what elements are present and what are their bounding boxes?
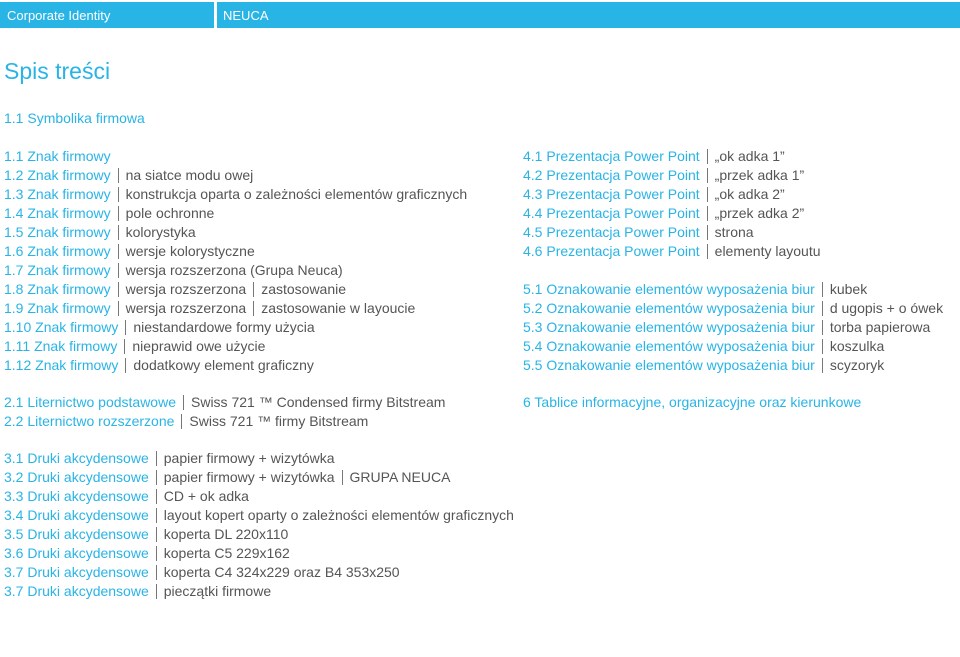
toc-entry: 3.7 Druki akcydensowe koperta C4 324x229 oraz B4 353x250 [4, 564, 400, 580]
toc-entry: 1.8 Znak firmowy wersja rozszerzona zastosowanie [4, 281, 347, 297]
toc-entry: 1.10 Znak firmowy niestandardowe formy użycia [4, 319, 315, 335]
toc-entry: 5.2 Oznakowanie elementów wyposażenia biur d ugopis + o ówek [523, 300, 944, 316]
page-title: Spis treści [4, 58, 111, 84]
toc-entry: 1.6 Znak firmowy wersje kolorystyczne [4, 243, 255, 259]
toc-entry: 1.3 Znak firmowy konstrukcja oparta o zależności elementów graficznych [4, 186, 468, 202]
toc-entry: 5.1 Oznakowanie elementów wyposażenia biur kubek [523, 281, 868, 297]
tab-corporate-identity[interactable] [0, 2, 214, 28]
toc-entry: 5.5 Oznakowanie elementów wyposażenia biur scyzoryk [523, 357, 885, 373]
toc-entry: 5.3 Oznakowanie elementów wyposażenia biur torba papierowa [523, 319, 931, 335]
toc-entry: 6 Tablice informacyjne, organizacyjne oraz kierunkowe [523, 394, 862, 410]
toc-entry: 3.5 Druki akcydensowe koperta DL 220x110 [4, 526, 289, 542]
toc-entry: 3.3 Druki akcydensowe CD + ok adka [4, 488, 249, 504]
tab-neuca-label: NEUCA [223, 8, 269, 23]
tab-corporate-identity-label: Corporate Identity [7, 8, 111, 23]
toc-entry: 4.6 Prezentacja Power Point elementy layoutu [523, 243, 821, 259]
toc-entry: 4.1 Prezentacja Power Point „ok adka 1” [523, 148, 785, 164]
toc-entry: 4.3 Prezentacja Power Point „ok adka 2” [523, 186, 785, 202]
toc-entry: 4.4 Prezentacja Power Point „przek adka 2” [523, 205, 805, 221]
toc-entry: 3.6 Druki akcydensowe koperta C5 229x162 [4, 545, 290, 561]
toc-entry: 1.9 Znak firmowy wersja rozszerzona zastosowanie w layoucie [4, 300, 416, 316]
toc-entry: 1.1 Znak firmowy [4, 148, 111, 164]
tab-neuca[interactable] [217, 2, 960, 28]
toc-entry: 3.7 Druki akcydensowe pieczątki firmowe [4, 583, 272, 599]
toc-entry: 3.4 Druki akcydensowe layout kopert oparty o zależności elementów graficznych [4, 507, 514, 523]
toc-entry: 1.5 Znak firmowy kolorystyka [4, 224, 196, 240]
header-bar [0, 0, 960, 30]
toc-entry: 3.2 Druki akcydensowe papier firmowy + wizytówka GRUPA NEUCA [4, 469, 451, 485]
toc-entry: 4.2 Prezentacja Power Point „przek adka 1” [523, 167, 805, 183]
toc-entry: 4.5 Prezentacja Power Point strona [523, 224, 754, 240]
toc-entry: 1.4 Znak firmowy pole ochronne [4, 205, 215, 221]
toc-entry: 1.2 Znak firmowy na siatce modu owej [4, 167, 254, 183]
toc-entry: 2.1 Liternictwo podstawowe Swiss 721 ™ Condensed firmy Bitstream [4, 394, 446, 410]
toc-entry: 1.12 Znak firmowy dodatkowy element graficzny [4, 357, 314, 373]
toc-entry: 2.2 Liternictwo rozszerzone Swiss 721 ™ firmy Bitstream [4, 413, 369, 429]
toc-section-symbolika: 1.1 Symbolika firmowa [4, 110, 145, 126]
toc-entry: 5.4 Oznakowanie elementów wyposażenia biur koszulka [523, 338, 885, 354]
square-icon [938, 7, 954, 23]
toc-entry: 1.7 Znak firmowy wersja rozszerzona (Grupa Neuca) [4, 262, 343, 278]
toc-entry: 3.1 Druki akcydensowe papier firmowy + wizytówka [4, 450, 335, 466]
toc-entry: 1.11 Znak firmowy nieprawid owe użycie [4, 338, 266, 354]
